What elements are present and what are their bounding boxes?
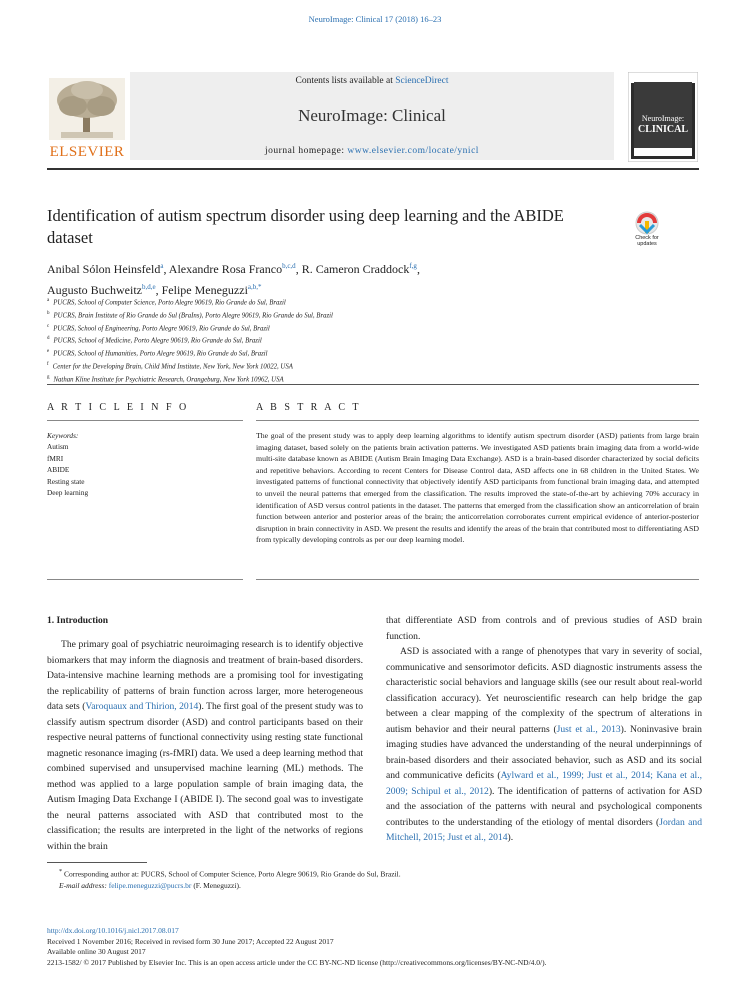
affiliation: $^e$ PUCRS, School of Humanities, Porto Alegre 90619, Rio Grande do Sul, Brazil [47, 349, 268, 358]
keyword: ABIDE [47, 465, 70, 475]
affiliation: $^f$ Center for the Developing Brain, Child Mind Institute, New York, New York 10022, USA [47, 361, 293, 371]
section-heading-introduction: 1. Introduction [47, 616, 109, 626]
keywords-label: Keywords: [47, 431, 79, 440]
keyword: fMRI [47, 453, 64, 463]
affiliation: $^a$ PUCRS, School of Computer Science, Porto Alegre 90619, Rio Grande do Sul, Brazil [47, 298, 286, 307]
abstract-end-rule [256, 579, 699, 580]
header-rule [47, 168, 699, 170]
license-line: 2213-1582/ © 2017 Published by Elsevier Inc. This is an open access article under the CC BY-NC-ND license (http://creativecommons.org/licenses/BY-NC-ND/4.0/). [47, 957, 547, 967]
affiliation-list [47, 296, 647, 385]
journal-homepage [130, 146, 614, 156]
section-rule [47, 384, 699, 385]
date-online: Available online 30 August 2017 [47, 947, 146, 956]
affiliation: $^g$ Nathan Kline Institute for Psychiatric Research, Orangeburg, New York 10962, USA [47, 374, 284, 383]
citation-link[interactable]: Just et al., 2013 [556, 723, 621, 735]
citation-link[interactable]: Jordan and Mitchell, 2015; Just et al., 2014 [386, 816, 702, 843]
author[interactable]: Augusto Buchweitz$^{b,d,e}$ [47, 283, 156, 297]
corresponding-author-footnote [47, 866, 699, 891]
keyword: Resting state [47, 476, 85, 486]
keyword: Autism [47, 442, 69, 452]
footnote-email-line: E-mail address: felipe.meneguzzi@pucrs.br (F. Meneguzzi). [59, 880, 241, 890]
article-info-rule [47, 420, 243, 421]
homepage-link[interactable]: www.elsevier.com/locate/ynicl [347, 146, 479, 156]
cover-title-line1: NeuroImage: [641, 114, 685, 123]
dates-received: Received 1 November 2016; Received in revised form 30 June 2017; Accepted 22 August 2017 [47, 936, 334, 946]
paragraph: The primary goal of psychiatric neuroimaging research is to identify objective biomarkers that may inform the diagnosis and treatment of brain-based disorders. Data-intensive machine learning methods are a promising tool for investigating the replicability of patterns of brain function across larger, more heterogeneous data sets (Varoquaux and Thirion, 2014). The first goal of the present study was to classify autism spectrum disorder (ASD) and control participants based on their respective neural patterns of functional connectivity using resting state functional magnetic resonance imaging (rs-fMRI) data. We used a deep learning method that combined supervised and unsupervised machine learning (ML) methods. The method was applied to a large population sample of brain imaging data, the Autism Imaging Data Exchange I (ABIDE I). The second goal was to investigate the neural patterns associated with ASD that contributed most to the classification; the results are interpreted in the light of the networks of regions within the brain [47, 639, 363, 852]
homepage-label: journal homepage: [265, 146, 348, 156]
affiliation: $^c$ PUCRS, School of Engineering, Porto Alegre 90619, Rio Grande do Sul, Brazil [47, 323, 270, 332]
author-list: Anibal Sólon Heinsfeld$^a$, Alexandre Rosa Franco$^{b,c,d}$, R. Cameron Craddock$^{f,g}$, Augusto Buchweitz$^{b,d,e}$, Felipe Meneguzzi$^{a,b,*}$ [47, 262, 420, 297]
affiliation: $^d$ PUCRS, School of Medicine, Porto Alegre 90619, Rio Grande do Sul, Brazil [47, 336, 262, 345]
doi-link[interactable]: http://dx.doi.org/10.1016/j.nicl.2017.08.017 [47, 926, 179, 935]
journal-title: NeuroImage: Clinical [298, 106, 446, 125]
affiliation: $^b$ PUCRS, Brain Institute of Rio Grande do Sul (BraIns), Porto Alegre 90619, Rio Grande do Sul, Brazil [47, 310, 333, 320]
footnote-line: * Corresponding author at: PUCRS, School of Computer Science, Porto Alegre 90619, Rio Grande do Sul, Brazil. [59, 868, 401, 879]
contents-line [130, 76, 614, 86]
footnote-rule [47, 862, 147, 863]
body-column-left [47, 637, 363, 854]
email-link[interactable]: felipe.meneguzzi@pucrs.br [108, 880, 192, 890]
body-column-right [386, 613, 702, 846]
crossmark-icon [628, 210, 666, 236]
abstract-text: The goal of the present study was to apply deep learning algorithms to identify autism spectrum disorder (ASD) patients from large brain imaging dataset, based solely on the patients brain activation patterns. We investigated ASD patients brain imaging data from a world-wide multi-site database known as ABIDE (Autism Brain Imaging Data Exchange). ASD is a brain-based disorder characterized by social deficits and repetitive behaviors. According to recent Centers for Disease Control data, ASD affects one in 68 children in the United States. We investigated patterns of functional connectivity that objectively identify ASD participants from functional brain imaging data, and attempted to unveil the neural patterns that emerged from the classification. The results improved the state-of-the-art by achieving 70% accuracy in identification of ASD versus control patients in the dataset. The patterns that emerged from the classification show an anticorrelation of brain function between anterior and posterior areas of the brain; the anticorrelation corroborates current empirical evidence of anterior-posterior disruption in brain connectivity in ASD. We present the results and identify the areas of the brain that contributed most to differentiating ASD from typically developing controls as per our deep learning model. [256, 431, 699, 545]
citation-link[interactable]: Varoquaux and Thirion, 2014 [85, 701, 199, 712]
elsevier-wordmark: ELSEVIER [49, 144, 125, 160]
keywords-block [47, 430, 243, 498]
cover-title-line2: CLINICAL [637, 124, 688, 135]
author[interactable]: Alexandre Rosa Franco$^{b,c,d}$ [168, 262, 296, 276]
keyword: Deep learning [47, 488, 89, 498]
paragraph: that differentiate ASD from controls and of previous studies of ASD brain function. [386, 615, 702, 642]
author[interactable]: Felipe Meneguzzi$^{a,b,*}$ [161, 283, 262, 297]
check-for-updates-badge[interactable] [628, 210, 666, 248]
author[interactable]: Anibal Sólon Heinsfeld$^a$ [47, 262, 164, 276]
abstract-heading: A B S T R A C T [256, 402, 362, 413]
publication-info [47, 926, 699, 968]
article-info-end-rule [47, 579, 243, 580]
contents-prefix: Contents lists available at [295, 76, 396, 86]
sciencedirect-link[interactable]: ScienceDirect [395, 76, 449, 86]
paragraph: ASD is associated with a range of phenotypes that vary in severity of social, communicative and sensorimotor deficits. ASD diagnostic instruments assess the characteristic social behaviors and language skills (see our result about real-world classification accuracy). Yet neuroscientific research can help bridge the gap between a clear mapping of the complexity of the spectrum of alterations in autism behavior and their neural patterns (Just et al., 2013). Noninvasive brain imaging studies have advanced the understanding of the neural underpinnings of brain-based disorders and their associated behavior, such as ASD and its social and communicative deficits (Aylward et al., 1999; Just et al., 2014; Kana et al., 2009; Schipul et al., 2012). The identification of patterns of activation for ASD and the association of the patterns with neural and psychological components contributes to the understanding of the etiology of mental disorders (Jordan and Mitchell, 2015; Just et al., 2014). [386, 646, 703, 843]
elsevier-logo [47, 76, 127, 162]
author[interactable]: R. Cameron Craddock$^{f,g}$ [301, 262, 417, 276]
article-title: Identification of autism spectrum disorder using deep learning and the ABIDE dataset [47, 206, 564, 247]
crossmark-label-2: updates [637, 241, 657, 247]
journal-cover-thumbnail [628, 72, 698, 162]
article-info-heading: A R T I C L E I N F O [47, 402, 189, 413]
citation-link[interactable]: Aylward et al., 1999; Just et al., 2014; Kana et al., 2009; Schipul et al., 2012 [386, 770, 703, 797]
abstract-rule [256, 420, 699, 421]
journal-citation[interactable]: NeuroImage: Clinical 17 (2018) 16–23 [308, 14, 442, 24]
crossmark-label-1: Check for [635, 235, 659, 241]
